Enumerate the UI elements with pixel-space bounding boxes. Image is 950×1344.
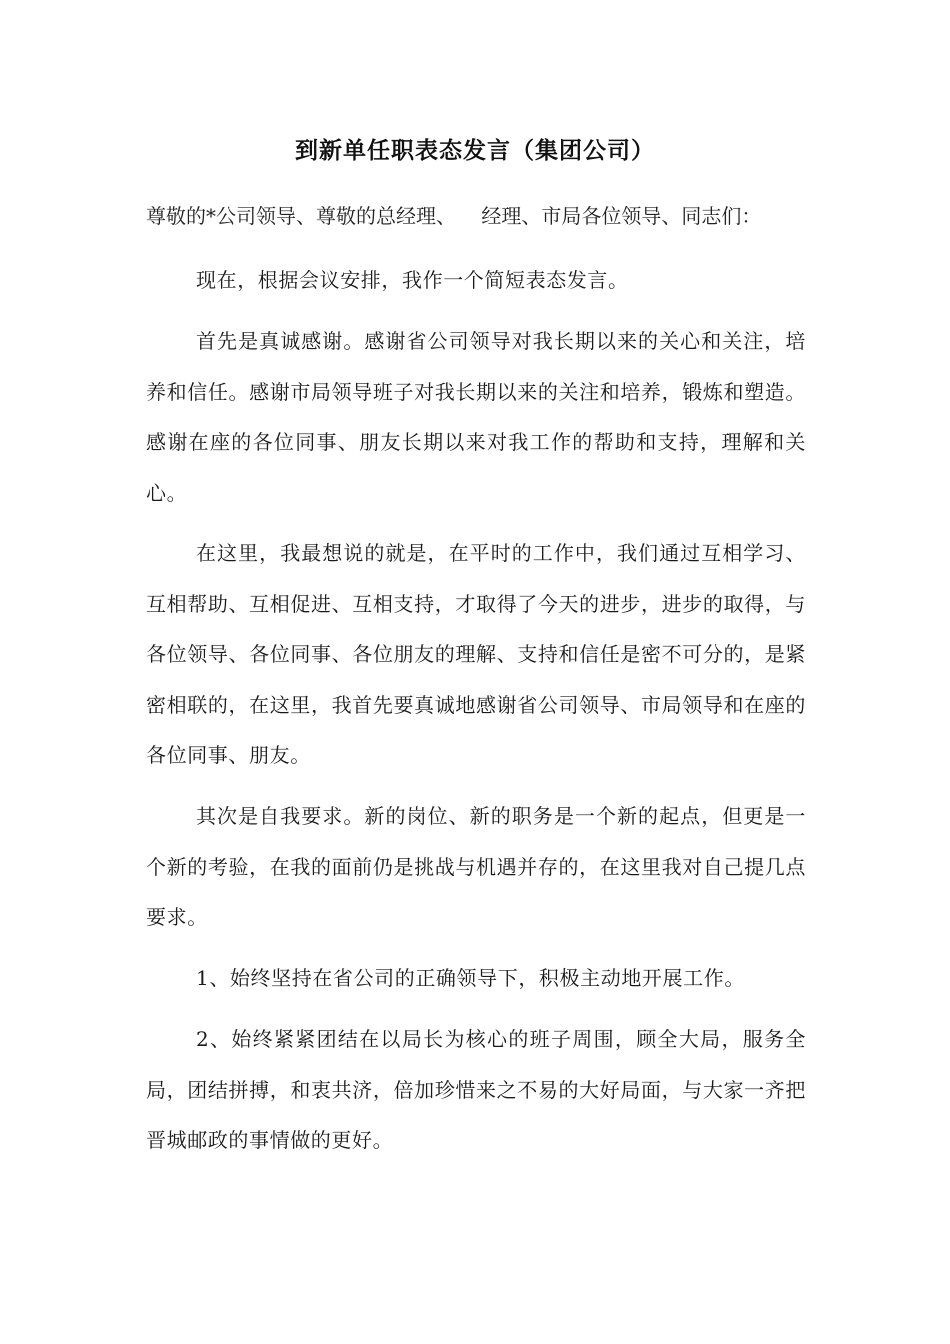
salutation-line: 尊敬的*公司领导、尊敬的总经理、 经理、市局各位领导、同志们： — [146, 204, 762, 228]
paragraph-point-2: 2、始终紧紧团结在以局长为核心的班子周围，顾全大局，服务全局，团结拼搏，和衷共济，倍加珍惜来之不易的大好局面，与大家一齐把晋城邮政的事情做的更好。 — [146, 1027, 806, 1152]
paragraph-self-requirements: 其次是自我要求。新的岗位、新的职务是一个新的起点，但更是一个新的考验，在我的面前仍是挑战与机遇并存的，在这里我对自己提几点要求。 — [146, 804, 806, 929]
paragraph-point-1: 1、始终坚持在省公司的正确领导下，积极主动地开展工作。 — [196, 966, 745, 990]
paragraph-thanks: 首先是真诚感谢。感谢省公司领导对我长期以来的关心和关注，培养和信任。感谢市局领导班子对我长期以来的关注和培养，锻炼和塑造。感谢在座的各位同事、朋友长期以来对我工作的帮助和支持，理解和关心。 — [146, 329, 806, 505]
paragraph-progress: 在这里，我最想说的就是，在平时的工作中，我们通过互相学习、互相帮助、互相促进、互相支持，才取得了今天的进步，进步的取得，与各位领导、各位同事、各位朋友的理解、支持和信任是密不可分的，是紧密相联的，在这里，我首先要真诚地感谢省公司领导、市局领导和在座的各位同事、朋友。 — [146, 541, 806, 767]
document-title: 到新单任职表态发言（集团公司） — [295, 138, 655, 164]
paragraph-intro: 现在，根据会议安排，我作一个简短表态发言。 — [196, 268, 629, 292]
